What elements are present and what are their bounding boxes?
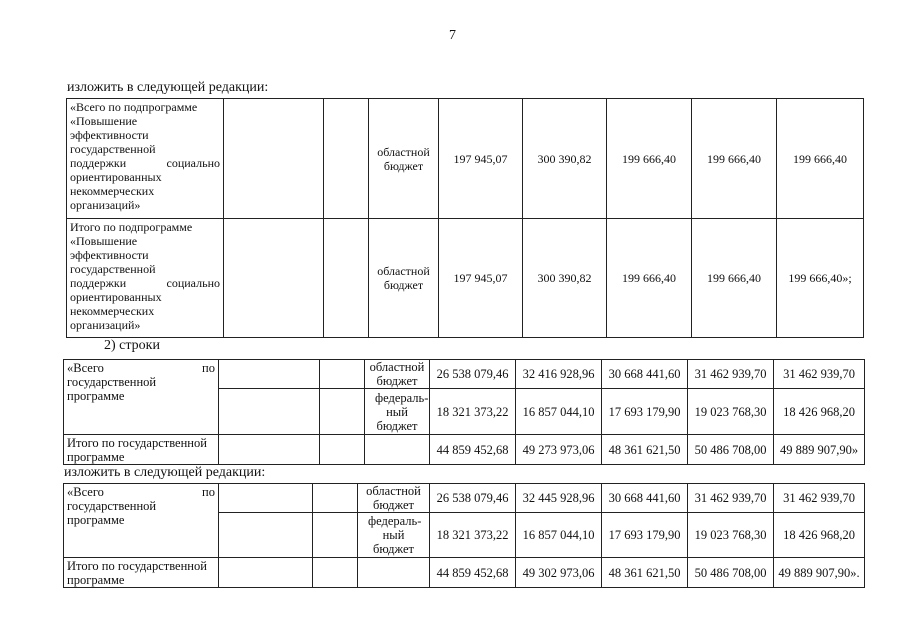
value-cell: 16 857 044,10 <box>516 389 602 435</box>
value-cell: 30 668 441,60 <box>602 360 688 389</box>
value-cell: 49 889 907,90» <box>774 435 865 465</box>
value-cell: 199 666,40 <box>607 219 692 338</box>
table-row <box>64 484 865 513</box>
value-cell: 44 859 452,68 <box>430 558 516 588</box>
label-word: «Всего <box>67 485 104 499</box>
row-label <box>67 99 224 219</box>
empty-cell <box>320 435 365 465</box>
value-cell: 30 668 441,60 <box>602 484 688 513</box>
value-cell: 19 023 768,30 <box>688 513 774 558</box>
label-line: поддержки социально <box>70 156 220 170</box>
label-line: программе <box>67 513 125 527</box>
value-cell: 48 361 621,50 <box>602 558 688 588</box>
value-cell: 17 693 179,90 <box>602 513 688 558</box>
empty-cell <box>219 558 313 588</box>
value-cell: 199 666,40 <box>607 99 692 219</box>
label-line: программе <box>67 389 125 403</box>
empty-cell <box>224 219 324 338</box>
value-cell: 49 302 973,06 <box>516 558 602 588</box>
empty-cell <box>219 484 313 513</box>
value-cell: 26 538 079,46 <box>430 360 516 389</box>
label-line: государственной <box>70 142 156 156</box>
label-line: эффективности <box>70 128 149 142</box>
empty-cell <box>224 99 324 219</box>
value-cell: 18 321 373,22 <box>430 513 516 558</box>
table-row <box>67 99 864 219</box>
budget-source: федераль-ный бюджет <box>365 389 430 435</box>
empty-cell <box>313 513 358 558</box>
row-label <box>64 360 219 435</box>
label-line: организаций» <box>70 318 141 332</box>
value-cell: 49 889 907,90». <box>774 558 865 588</box>
empty-cell <box>358 558 430 588</box>
value-cell: 300 390,82 <box>523 99 607 219</box>
empty-cell <box>219 360 320 389</box>
budget-source: областной бюджет <box>369 219 439 338</box>
value-cell: 32 416 928,96 <box>516 360 602 389</box>
value-cell: 31 462 939,70 <box>774 484 865 513</box>
value-cell: 50 486 708,00 <box>688 435 774 465</box>
empty-cell <box>219 435 320 465</box>
table-row <box>64 360 865 389</box>
table-row <box>64 558 865 588</box>
value-cell: 197 945,07 <box>439 219 523 338</box>
value-cell: 19 023 768,30 <box>688 389 774 435</box>
label-word: по <box>202 485 215 499</box>
value-cell: 32 445 928,96 <box>516 484 602 513</box>
table-subprogram <box>66 98 864 338</box>
value-cell: 26 538 079,46 <box>430 484 516 513</box>
value-cell: 18 321 373,22 <box>430 389 516 435</box>
intro-line: изложить в следующей редакции: <box>64 465 266 480</box>
table-program-old <box>63 359 865 465</box>
budget-source: федераль-ный бюджет <box>358 513 430 558</box>
value-cell: 49 273 973,06 <box>516 435 602 465</box>
label-line: ориентированных <box>70 170 162 184</box>
row-label <box>67 219 224 338</box>
empty-cell <box>219 389 320 435</box>
itogo-label: Итого по государственной программе <box>64 435 219 465</box>
value-cell: 199 666,40»; <box>777 219 864 338</box>
value-cell: 31 462 939,70 <box>688 360 774 389</box>
value-cell: 199 666,40 <box>692 99 777 219</box>
empty-cell <box>324 99 369 219</box>
value-cell: 18 426 968,20 <box>774 389 865 435</box>
page-number: 7 <box>449 28 456 43</box>
label-word: «Всего по подпрограмме <box>70 100 198 114</box>
label-line: государственной <box>70 262 156 276</box>
value-cell: 197 945,07 <box>439 99 523 219</box>
label-line: некоммерческих <box>70 184 155 198</box>
label-word: по <box>202 361 215 375</box>
value-cell: 50 486 708,00 <box>688 558 774 588</box>
value-cell: 18 426 968,20 <box>774 513 865 558</box>
value-cell: 17 693 179,90 <box>602 389 688 435</box>
value-cell: 48 361 621,50 <box>602 435 688 465</box>
budget-source: областной бюджет <box>369 99 439 219</box>
label-word: «Всего <box>67 361 104 375</box>
itogo-label: Итого по государственной программе <box>64 558 219 588</box>
empty-cell <box>365 435 430 465</box>
value-cell: 16 857 044,10 <box>516 513 602 558</box>
intro-line: изложить в следующей редакции: <box>67 80 269 95</box>
value-cell: 31 462 939,70 <box>774 360 865 389</box>
label-line: эффективности <box>70 248 149 262</box>
budget-source: областной бюджет <box>365 360 430 389</box>
label-line: организаций» <box>70 198 141 212</box>
empty-cell <box>324 219 369 338</box>
label-line: государственной <box>67 499 157 513</box>
empty-cell <box>313 558 358 588</box>
row-label <box>64 484 219 558</box>
empty-cell <box>320 389 365 435</box>
value-cell: 44 859 452,68 <box>430 435 516 465</box>
value-cell: 31 462 939,70 <box>688 484 774 513</box>
table-row <box>64 435 865 465</box>
empty-cell <box>219 513 313 558</box>
budget-source: областной бюджет <box>358 484 430 513</box>
table-row <box>67 219 864 338</box>
label-line: ориентированных <box>70 290 162 304</box>
label-line: «Повышение <box>70 234 138 248</box>
label-line: Итого по подпрограмме <box>70 220 193 234</box>
label-line: некоммерческих <box>70 304 155 318</box>
table-program-new <box>63 483 865 588</box>
label-line: поддержки социально <box>70 276 220 290</box>
value-cell: 199 666,40 <box>777 99 864 219</box>
empty-cell <box>320 360 365 389</box>
value-cell: 300 390,82 <box>523 219 607 338</box>
label-line: «Повышение <box>70 114 138 128</box>
label-line: государственной <box>67 375 157 389</box>
value-cell: 199 666,40 <box>692 219 777 338</box>
section-heading: 2) строки <box>104 338 160 353</box>
empty-cell <box>313 484 358 513</box>
